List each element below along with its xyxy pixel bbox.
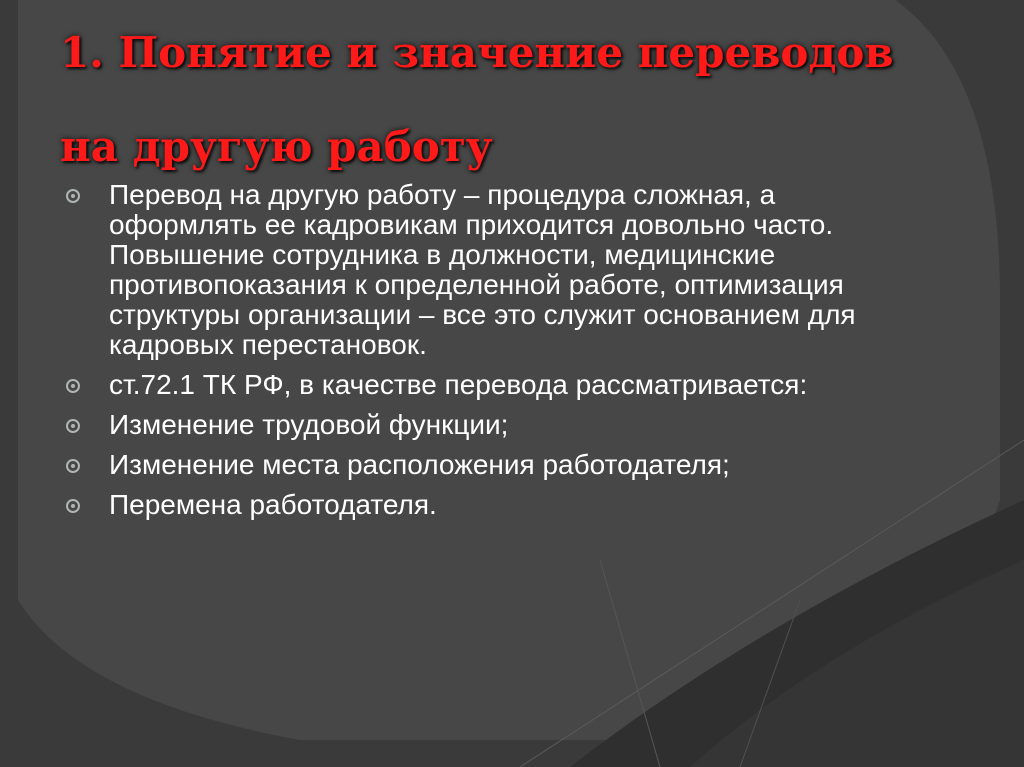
circle-bullet-icon <box>66 379 80 393</box>
bullet-text: Перемена работодателя. <box>109 489 437 520</box>
circle-bullet-icon <box>66 419 80 433</box>
circle-bullet-icon <box>66 189 80 203</box>
circle-bullet-icon <box>66 459 80 473</box>
bullet-text: Изменение места расположения работодателя; <box>109 449 730 480</box>
bullet-item <box>66 180 866 360</box>
bullet-text: ст.72.1 ТК РФ, в качестве перевода рассматривается: <box>109 369 808 400</box>
bullet-item <box>66 370 866 400</box>
bullet-list <box>66 180 866 530</box>
circle-bullet-icon <box>66 499 80 513</box>
slide-title <box>60 6 960 194</box>
bullet-item <box>66 410 866 440</box>
bullet-item <box>66 490 866 520</box>
bullet-text: Перевод на другую работу – процедура сложная, а оформлять ее кадровикам приходится довольно часто. Повышение сотрудника в должности, медицинские противопоказания к определенной работе, оптимизация структуры организации – все это служит основанием для кадровых перестановок. <box>109 179 856 360</box>
title-line: на другую работу <box>60 122 493 171</box>
title-line: 1. Понятие и значение переводов <box>60 28 894 77</box>
bullet-text: Изменение трудовой функции; <box>109 409 509 440</box>
bullet-item <box>66 450 866 480</box>
